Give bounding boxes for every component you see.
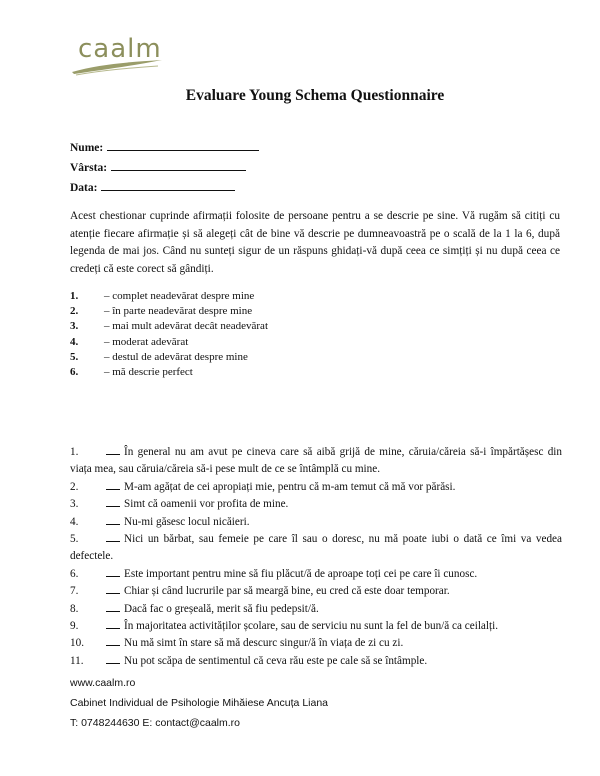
footer-website: www.caalm.ro <box>70 677 136 689</box>
question-text: Nu pot scăpa de sentimentul că ceva rău este pe cale să se întâmple. <box>124 654 428 667</box>
name-field[interactable] <box>70 141 259 154</box>
age-line[interactable] <box>111 161 246 171</box>
page-title: Evaluare Young Schema Questionnaire <box>185 87 445 104</box>
age-label: Vârsta: <box>70 162 108 174</box>
scale-row <box>70 366 470 381</box>
date-field[interactable] <box>70 181 235 194</box>
answer-blank[interactable] <box>106 568 120 577</box>
scale-num: 1. <box>70 290 79 302</box>
question-text: Simt că oamenii vor profita de mine. <box>124 498 289 511</box>
scale-text: – mă descrie perfect <box>104 365 193 378</box>
age-field[interactable] <box>70 161 246 174</box>
scale-num: 4. <box>70 335 79 348</box>
scale-row <box>70 290 470 305</box>
question-item <box>70 566 562 583</box>
question-number: 11. <box>70 654 84 667</box>
question-number: 6. <box>70 567 79 580</box>
logo-text: caalm <box>78 34 162 64</box>
scale-text: – complet neadevărat despre mine <box>104 290 255 302</box>
answer-blank[interactable] <box>106 603 120 612</box>
question-item <box>70 583 562 600</box>
answer-blank[interactable] <box>106 585 120 594</box>
questionnaire-items <box>70 444 562 670</box>
question-item <box>70 479 562 496</box>
question-item <box>70 601 562 618</box>
question-item <box>70 514 562 531</box>
answer-blank[interactable] <box>106 637 120 646</box>
scale-num: 6. <box>70 365 79 378</box>
answer-blank[interactable] <box>106 498 120 507</box>
question-text: În general nu am avut pe cineva care să aibă grijă de mine, căruia/căreia să-i împărtășesc din viața mea, sau căruia/căreia să-i pese mult de ce se întâmplă cu mine. <box>70 446 562 476</box>
answer-blank[interactable] <box>106 481 120 490</box>
scale-row <box>70 305 470 320</box>
answer-blank[interactable] <box>106 516 120 525</box>
page-footer <box>70 673 328 733</box>
question-item <box>70 653 562 670</box>
scale-text: – în parte neadevărat despre mine <box>104 305 253 318</box>
date-label: Data: <box>70 182 98 194</box>
question-number: 1. <box>70 446 79 458</box>
scale-text: – moderat adevărat <box>104 335 189 348</box>
question-text: Dacă fac o greșeală, merit să fiu pedepsit/ă. <box>124 602 319 615</box>
name-label: Nume: <box>70 142 104 154</box>
question-text: Nici un bărbat, sau femeie pe care îl sau o doresc, nu mă poate iubi o dată ce îmi va vedea defectele. <box>70 533 562 563</box>
question-item <box>70 531 562 566</box>
question-number: 9. <box>70 620 79 633</box>
caalm-logo <box>70 34 170 78</box>
question-number: 10. <box>70 637 84 650</box>
date-line[interactable] <box>101 181 235 191</box>
question-text: M-am agățat de cei apropiați mie, pentru că m-am temut că mă vor părăsi. <box>124 480 456 493</box>
answer-blank[interactable] <box>106 446 120 455</box>
name-line[interactable] <box>107 141 259 151</box>
scale-num: 2. <box>70 305 79 318</box>
question-text: În majoritatea activităților școlare, sau de serviciu nu sunt la fel de bun/ă ca ceilalți. <box>124 620 499 633</box>
scale-row <box>70 320 470 335</box>
scale-legend <box>70 290 470 381</box>
question-number: 5. <box>70 533 79 546</box>
scale-row <box>70 351 470 366</box>
scale-num: 3. <box>70 320 79 333</box>
question-item <box>70 635 562 652</box>
answer-blank[interactable] <box>106 533 120 542</box>
question-number: 7. <box>70 585 79 598</box>
question-text: Este important pentru mine să fiu plăcut/ă de aproape toți cei pe care îi cunosc. <box>124 567 478 580</box>
question-number: 4. <box>70 515 79 528</box>
scale-text: – mai mult adevărat decât neadevărat <box>104 320 268 333</box>
question-number: 3. <box>70 498 79 511</box>
question-text: Nu mă simt în stare să mă descurc singur/ă în viața de zi cu zi. <box>124 637 404 650</box>
scale-num: 5. <box>70 350 79 363</box>
question-number: 2. <box>70 480 79 493</box>
question-number: 8. <box>70 602 79 615</box>
question-text: Chiar și când lucrurile par să meargă bine, eu cred că este doar temporar. <box>124 585 450 598</box>
footer-cabinet: Cabinet Individual de Psihologie Mihăiese Ancuța Liana <box>70 697 329 709</box>
question-item <box>70 618 562 635</box>
logo-swoosh-icon <box>70 58 166 78</box>
question-text: Nu-mi găsesc locul nicăieri. <box>124 515 250 528</box>
intro-paragraph: Acest chestionar cuprinde afirmații folosite de persoane pentru a se descrie pe sine. Vă rugăm să citiți cu atenție fiecare afirmație și să alegeți cât de bine vă descrie pe dumneavoastră pe o scală de la 1 la 6, după legenda de mai jos. Când nu sunteți sigur de un răspuns ghidați-vă după ceea ce simțiți și nu după ceea ce credeți că este corect să gândiți. <box>70 210 560 275</box>
question-item <box>70 496 562 513</box>
answer-blank[interactable] <box>106 655 120 664</box>
answer-blank[interactable] <box>106 620 120 629</box>
scale-row <box>70 336 470 351</box>
footer-contact: T: 0748244630 E: contact@caalm.ro <box>70 717 241 729</box>
question-item <box>70 444 562 479</box>
scale-text: – destul de adevărat despre mine <box>104 350 248 363</box>
